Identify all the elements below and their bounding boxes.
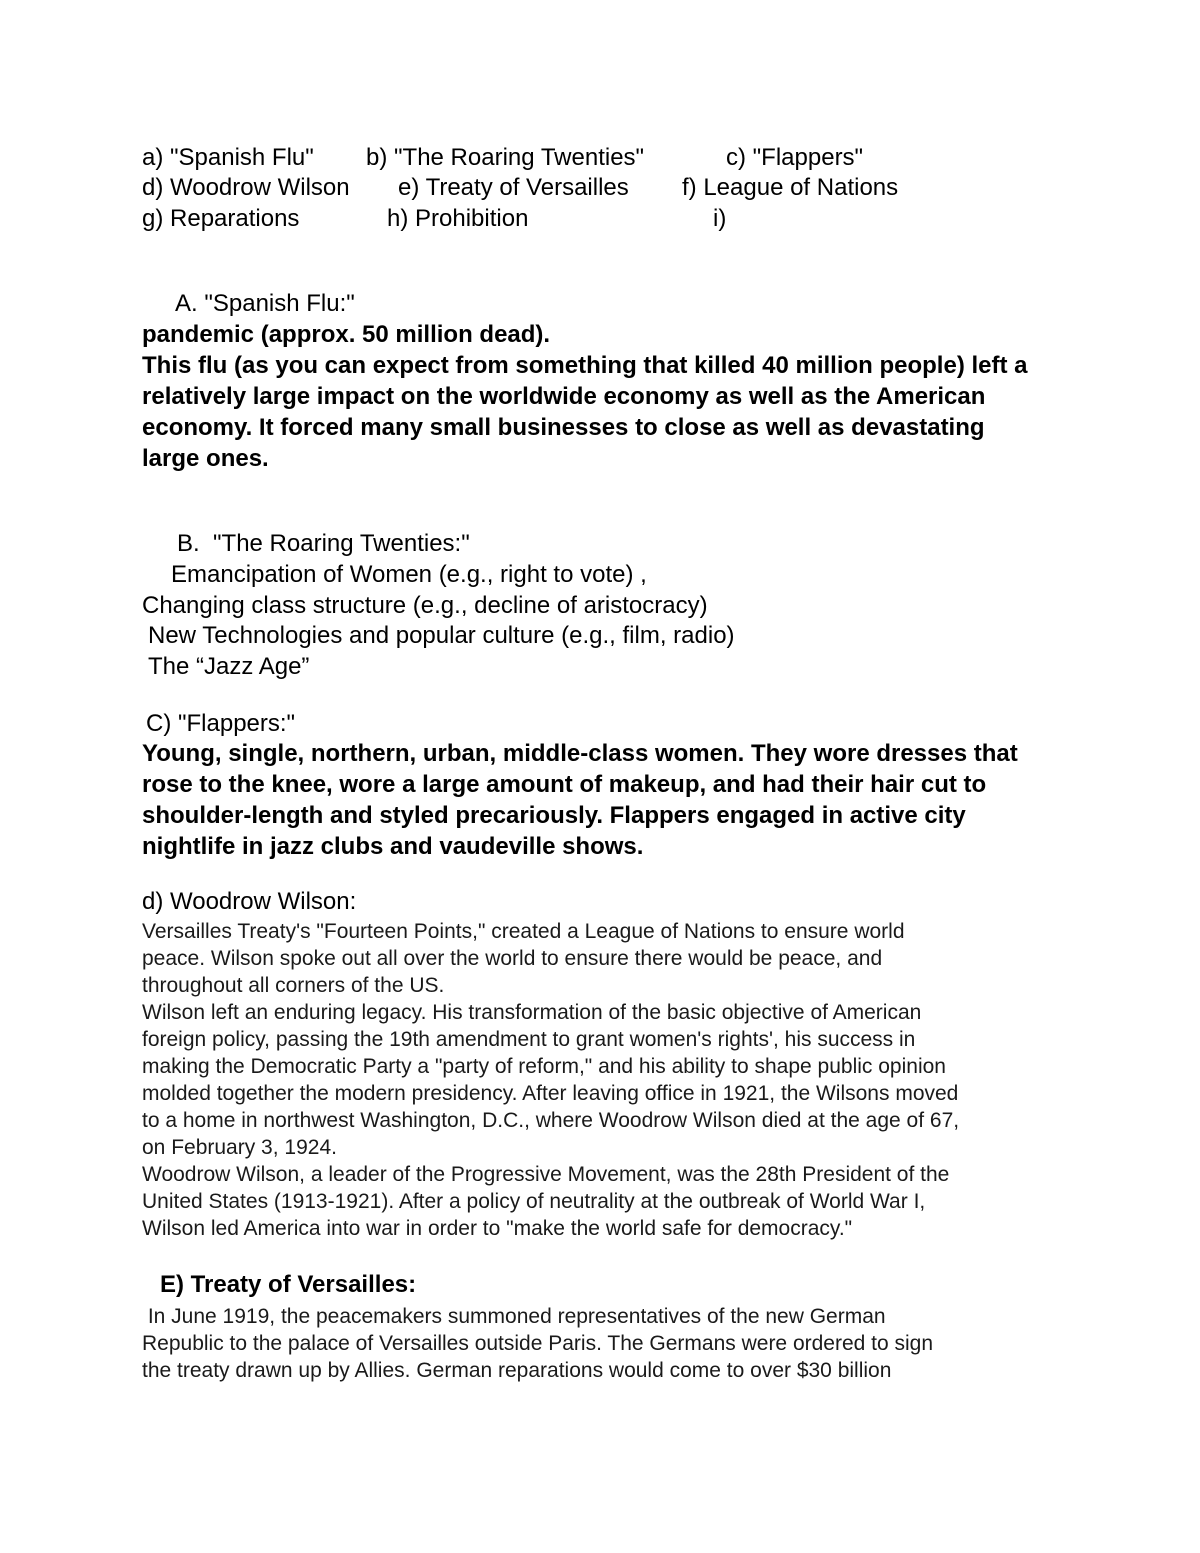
paragraph-line: Republic to the palace of Versailles outside Paris. The Germans were ordered to sign [142, 1332, 934, 1355]
paragraph-line: making the Democratic Party a "party of reform," and his ability to shape public opinion [142, 1055, 946, 1078]
paragraph-line: Young, single, northern, urban, middle-class women. They wore dresses that [142, 740, 1018, 767]
paragraph-line: This flu (as you can expect from something that killed 40 million people) left a [142, 352, 1028, 379]
paragraph-line: foreign policy, passing the 19th amendment to grant women's rights', his success in [142, 1028, 916, 1051]
paragraph-line: Wilson led America into war in order to "make the world safe for democracy." [142, 1217, 853, 1240]
section-heading: E) Treaty of Versailles: [160, 1271, 417, 1298]
paragraph-line: United States (1913-1921). After a policy of neutrality at the outbreak of World War I, [142, 1190, 926, 1213]
section-heading: C) "Flappers:" [146, 710, 296, 737]
paragraph-line: relatively large impact on the worldwide economy as well as the American [142, 383, 986, 410]
paragraph-line: peace. Wilson spoke out all over the world to ensure there would be peace, and [142, 947, 883, 970]
paragraph-line: Versailles Treaty's "Fourteen Points," created a League of Nations to ensure world [142, 920, 905, 943]
paragraph-line: New Technologies and popular culture (e.g., film, radio) [148, 622, 735, 649]
paragraph-line: rose to the knee, wore a large amount of makeup, and had their hair cut to [142, 771, 987, 798]
paragraph-line: large ones. [142, 445, 269, 472]
paragraph-line: Wilson left an enduring legacy. His transformation of the basic objective of American [142, 1001, 922, 1024]
term-i: i) [713, 205, 727, 232]
paragraph-line: molded together the modern presidency. After leaving office in 1921, the Wilsons moved [142, 1082, 959, 1105]
paragraph-line: economy. It forced many small businesses to close as well as devastating [142, 414, 985, 441]
section-heading: d) Woodrow Wilson: [142, 888, 357, 915]
paragraph-line: shoulder-length and styled precariously. Flappers engaged in active city [142, 802, 966, 829]
term-a: a) "Spanish Flu" [142, 144, 314, 171]
paragraph-line: Changing class structure (e.g., decline of aristocracy) [142, 592, 708, 619]
paragraph-line: throughout all corners of the US. [142, 974, 445, 997]
paragraph-line: pandemic (approx. 50 million dead). [142, 321, 551, 348]
paragraph-line: The “Jazz Age” [148, 653, 310, 680]
term-h: h) Prohibition [387, 205, 529, 232]
paragraph-line: Emancipation of Women (e.g., right to vote) , [171, 561, 647, 588]
term-f: f) League of Nations [682, 174, 899, 201]
paragraph-line: nightlife in jazz clubs and vaudeville shows. [142, 833, 644, 860]
paragraph-line: Woodrow Wilson, a leader of the Progressive Movement, was the 28th President of the [142, 1163, 950, 1186]
paragraph-line: the treaty drawn up by Allies. German reparations would come to over $30 billion [142, 1359, 892, 1382]
section-heading: B. "The Roaring Twenties:" [177, 530, 470, 557]
term-d: d) Woodrow Wilson [142, 174, 350, 201]
paragraph-line: on February 3, 1924. [142, 1136, 337, 1159]
term-e: e) Treaty of Versailles [398, 174, 629, 201]
term-b: b) "The Roaring Twenties" [366, 144, 645, 171]
paragraph-line: to a home in northwest Washington, D.C., where Woodrow Wilson died at the age of 67, [142, 1109, 960, 1132]
paragraph-line: In June 1919, the peacemakers summoned representatives of the new German [142, 1305, 886, 1328]
term-g: g) Reparations [142, 205, 300, 232]
section-heading: A. "Spanish Flu:" [175, 290, 355, 317]
term-c: c) "Flappers" [726, 144, 864, 171]
